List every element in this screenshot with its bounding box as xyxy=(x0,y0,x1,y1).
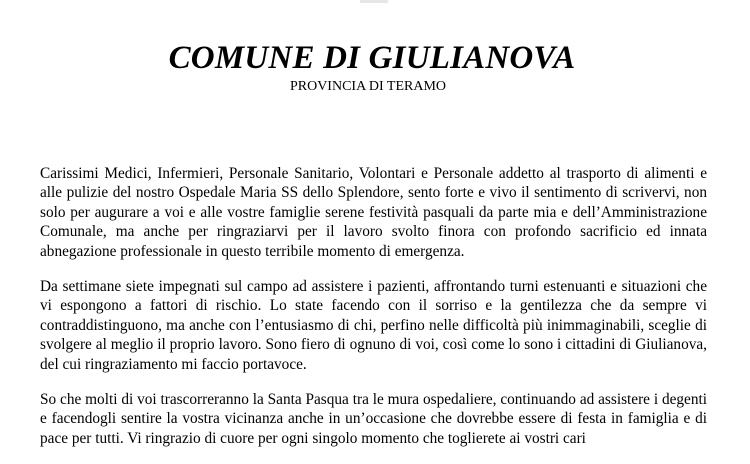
document-subtitle: PROVINCIA DI TERAMO xyxy=(289,79,447,94)
letter-paragraph: So che molti di voi trascorreranno la Santa Pasqua tra le mura ospedaliere, continuando ad assistere i degenti e facendogli sentire la vostra vicinanza anche in un’occasione che dovrebbe essere di festa in famiglia e di pace per tutti. Vi ringrazio di cuore per ogni singolo momento che toglierete ai vostri cari xyxy=(40,391,707,447)
letter-paragraph: Da settimane siete impegnati sul campo ad assistere i pazienti, affrontando turni estenuanti e situazioni che vi espongono a fattori di rischio. Lo state facendo con il sorriso e la gentilezza che da sempre vi contraddistinguono, ma anche con l’entusiasmo di chi, perfino nelle difficoltà più inimmaginabili, sceglie di svolgere al meglio il proprio lavoro. Sono fiero di ognuno di voi, così come lo sono i cittadini di Giulianova, del cui ringraziamento mi faccio portavoce. xyxy=(40,278,707,373)
letter-body xyxy=(40,164,707,464)
document-title: COMUNE DI GIULIANOVA xyxy=(168,40,576,76)
letter-paragraph: Carissimi Medici, Infermieri, Personale Sanitario, Volontari e Personale addetto al trasporto di alimenti e alle pulizie del nostro Ospedale Maria SS dello Splendore, sento forte e vivo il sentimento di scrivervi, non solo per augurare a voi e alle vostre famiglie serene festività pasquali da parte mia e dell’Amministrazione Comunale, ma anche per ringraziarvi per il lavoro svolto finora con profondo sacrificio ed innata abnegazione professionale in questo terribile momento di emergenza. xyxy=(40,165,707,260)
page-top-mark xyxy=(360,0,388,3)
